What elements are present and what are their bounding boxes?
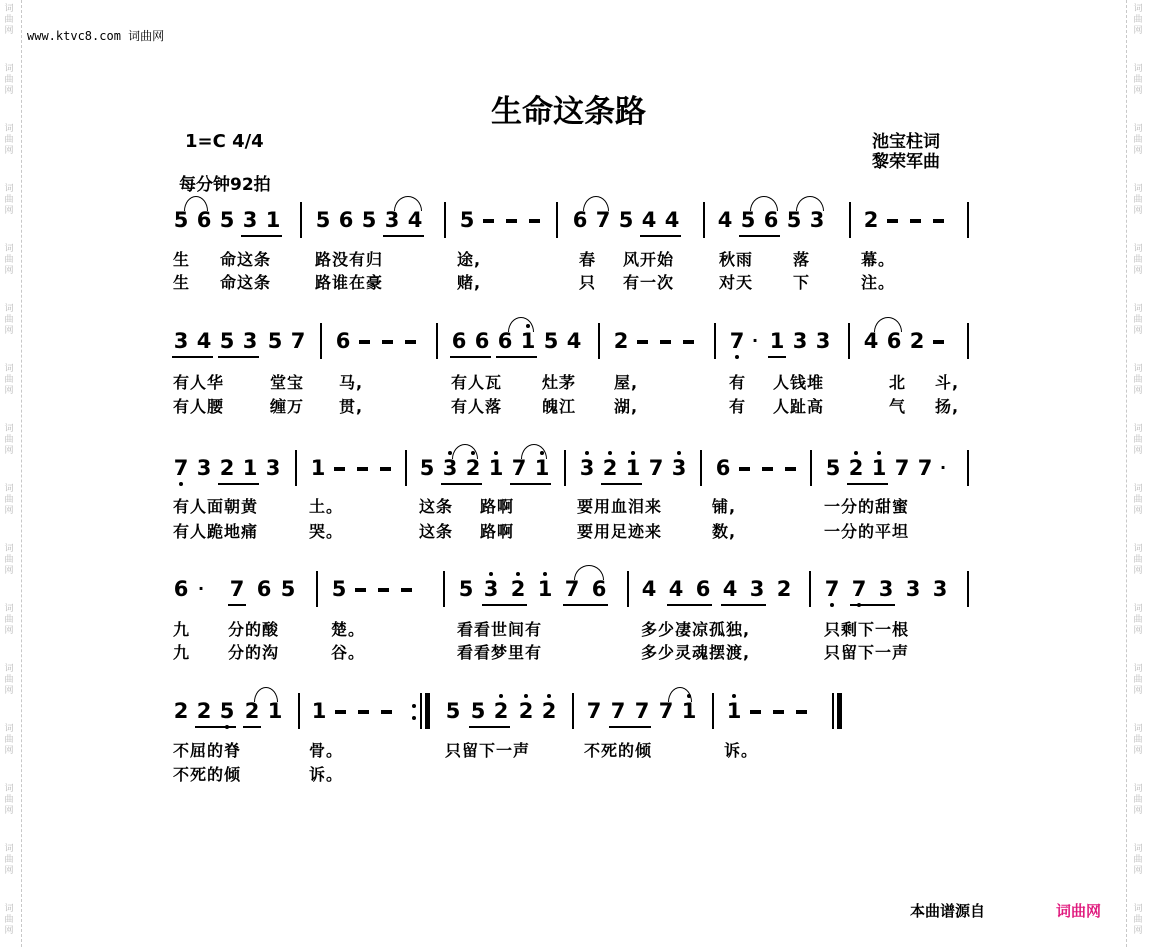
note: 5 xyxy=(618,208,634,232)
watermark-text: 词 曲 网 xyxy=(4,124,14,156)
barline xyxy=(405,450,407,486)
note: 5 xyxy=(740,208,756,232)
note: 1 xyxy=(267,699,283,723)
note: 1 xyxy=(519,329,537,353)
note: 6 xyxy=(256,577,272,601)
note: 2 xyxy=(909,329,925,353)
note: 7 xyxy=(595,208,611,232)
note: 3 xyxy=(196,456,212,480)
note: 4 xyxy=(717,208,733,232)
barline xyxy=(320,323,322,359)
note: 5 xyxy=(267,329,283,353)
note: 1 xyxy=(533,456,551,480)
note: 1 xyxy=(265,208,281,232)
eighth-beam xyxy=(768,356,786,358)
augmentation-dot: · xyxy=(751,331,759,350)
note: 5 xyxy=(445,699,461,723)
note: 6 xyxy=(497,329,513,353)
note: 3 xyxy=(242,329,258,353)
eighth-beam xyxy=(739,235,780,237)
eighth-beam xyxy=(601,483,642,485)
extension-dash xyxy=(773,710,784,714)
note: 6 xyxy=(474,329,490,353)
extension-dash xyxy=(796,710,807,714)
extension-dash xyxy=(785,467,796,471)
extension-dash xyxy=(910,219,921,223)
note: 4 xyxy=(863,329,879,353)
note: 1 xyxy=(536,577,554,601)
eighth-beam xyxy=(241,235,282,237)
note: 4 xyxy=(566,329,582,353)
eighth-beam xyxy=(482,604,527,606)
eighth-beam xyxy=(243,726,261,728)
extension-dash xyxy=(359,340,370,344)
extension-dash xyxy=(750,710,761,714)
note: 6 xyxy=(715,456,731,480)
note: 3 xyxy=(441,456,459,480)
note: 2 xyxy=(847,456,865,480)
eighth-beam xyxy=(847,483,888,485)
site-header xyxy=(27,27,164,44)
note: 6 xyxy=(886,329,902,353)
slur xyxy=(508,317,534,332)
barline xyxy=(298,693,300,729)
note: 5 xyxy=(458,577,474,601)
note: 3 xyxy=(578,456,596,480)
eighth-beam xyxy=(721,604,766,606)
watermark-text: 词 曲 网 xyxy=(4,784,14,816)
note: 5 xyxy=(543,329,559,353)
note: 2 xyxy=(196,699,212,723)
note: 3 xyxy=(749,577,765,601)
watermark-text: 词 曲 网 xyxy=(4,424,14,456)
extension-dash xyxy=(378,588,389,592)
extension-dash xyxy=(933,219,944,223)
composer: 黎荣军曲 xyxy=(872,152,940,172)
note: 7 xyxy=(290,329,306,353)
barline xyxy=(967,450,969,486)
barline xyxy=(848,323,850,359)
eighth-beam xyxy=(218,483,259,485)
site-name: 词曲网 xyxy=(128,29,165,43)
eighth-beam xyxy=(469,726,510,728)
watermark-text: 词 曲 网 xyxy=(4,544,14,576)
note: 6 xyxy=(695,577,711,601)
note: 6 xyxy=(451,329,467,353)
watermark-text: 词 曲 网 xyxy=(4,4,14,36)
watermark-text: 词 曲 网 xyxy=(4,364,14,396)
note: 5 xyxy=(470,699,486,723)
note: 7 xyxy=(229,577,245,601)
extension-dash xyxy=(381,710,392,714)
note: 2 xyxy=(863,208,879,232)
barline xyxy=(444,202,446,238)
extension-dash xyxy=(357,467,368,471)
note: 4 xyxy=(722,577,738,601)
note: 3 xyxy=(792,329,808,353)
note: 2 xyxy=(464,456,482,480)
note: 3 xyxy=(384,208,400,232)
slur xyxy=(521,444,547,459)
note: 3 xyxy=(173,329,189,353)
watermark-text: 词 曲 网 xyxy=(1133,244,1143,276)
lyricist: 池宝柱词 xyxy=(872,132,940,152)
note: 3 xyxy=(242,208,258,232)
note: 1 xyxy=(624,456,642,480)
note: 3 xyxy=(265,456,281,480)
slur xyxy=(750,196,778,211)
eighth-beam xyxy=(496,356,537,358)
eighth-beam xyxy=(218,356,259,358)
watermark-text: 词 曲 网 xyxy=(4,244,14,276)
note: 1 xyxy=(769,329,785,353)
extension-dash xyxy=(401,588,412,592)
slur xyxy=(254,687,278,702)
extension-dash xyxy=(380,467,391,471)
song-title: 生命这条路 xyxy=(491,94,646,130)
left-watermark-column xyxy=(0,0,20,947)
barline xyxy=(556,202,558,238)
eighth-beam xyxy=(609,726,651,728)
repeat-thick-bar xyxy=(425,693,430,729)
extension-dash xyxy=(358,710,369,714)
watermark-text: 词 曲 网 xyxy=(1133,724,1143,756)
barline xyxy=(967,571,969,607)
barline xyxy=(700,450,702,486)
note: 6 xyxy=(173,577,189,601)
barline xyxy=(703,202,705,238)
barline xyxy=(849,202,851,238)
note: 3 xyxy=(670,456,688,480)
augmentation-dot: · xyxy=(939,458,947,477)
eighth-beam xyxy=(441,483,482,485)
watermark-text: 词 曲 网 xyxy=(1133,304,1143,336)
barline xyxy=(436,323,438,359)
note: 4 xyxy=(196,329,212,353)
note: 2 xyxy=(244,699,260,723)
note: 2 xyxy=(601,456,619,480)
slur xyxy=(574,565,604,580)
watermark-text: 词 曲 网 xyxy=(4,664,14,696)
note: 5 xyxy=(331,577,347,601)
eighth-beam xyxy=(640,235,681,237)
note: 7 xyxy=(511,456,527,480)
extension-dash xyxy=(762,467,773,471)
tempo: 每分钟92拍 xyxy=(179,175,271,195)
barline xyxy=(564,450,566,486)
augmentation-dot: · xyxy=(197,579,205,598)
barline xyxy=(967,323,969,359)
note: 2 xyxy=(776,577,792,601)
left-guide-line xyxy=(21,0,22,947)
final-thin-bar xyxy=(832,693,834,729)
eighth-beam xyxy=(450,356,491,358)
note: 7 xyxy=(564,577,580,601)
slur xyxy=(874,317,902,332)
extension-dash xyxy=(506,219,517,223)
note: 2 xyxy=(173,699,189,723)
barline xyxy=(295,450,297,486)
final-thick-bar xyxy=(837,693,842,729)
extension-dash xyxy=(334,467,345,471)
note: 7 xyxy=(586,699,602,723)
note: 4 xyxy=(641,208,657,232)
note: 6 xyxy=(335,329,351,353)
note: 7 xyxy=(634,699,650,723)
note: 2 xyxy=(540,699,558,723)
note: 7 xyxy=(172,456,190,480)
extension-dash xyxy=(637,340,648,344)
watermark-text: 词 曲 网 xyxy=(1133,64,1143,96)
extension-dash xyxy=(739,467,750,471)
note: 7 xyxy=(917,456,933,480)
watermark-text: 词 曲 网 xyxy=(4,184,14,216)
note: 2 xyxy=(219,456,235,480)
note: 2 xyxy=(509,577,527,601)
note: 5 xyxy=(786,208,802,232)
barline xyxy=(712,693,714,729)
extension-dash xyxy=(887,219,898,223)
note: 5 xyxy=(218,699,236,723)
eighth-beam xyxy=(510,483,551,485)
extension-dash xyxy=(683,340,694,344)
extension-dash xyxy=(405,340,416,344)
eighth-beam xyxy=(563,604,608,606)
note: 7 xyxy=(648,456,664,480)
note: 6 xyxy=(338,208,354,232)
extension-dash xyxy=(660,340,671,344)
source-link[interactable]: 词曲网 xyxy=(1056,902,1102,920)
note: 6 xyxy=(196,208,212,232)
extension-dash xyxy=(933,340,944,344)
slur xyxy=(394,196,422,211)
note: 7 xyxy=(728,329,746,353)
note: 7 xyxy=(894,456,910,480)
eighth-beam xyxy=(383,235,424,237)
note: 5 xyxy=(459,208,475,232)
watermark-text: 词 曲 网 xyxy=(1133,544,1143,576)
watermark-text: 词 曲 网 xyxy=(1133,424,1143,456)
note: 3 xyxy=(878,577,894,601)
note: 5 xyxy=(419,456,435,480)
note: 2 xyxy=(613,329,629,353)
note: 4 xyxy=(407,208,423,232)
slur xyxy=(452,444,478,459)
watermark-text: 词 曲 网 xyxy=(4,64,14,96)
note: 1 xyxy=(311,699,327,723)
note: 1 xyxy=(680,699,698,723)
watermark-text: 词 曲 网 xyxy=(1133,484,1143,516)
barline xyxy=(598,323,600,359)
note: 5 xyxy=(219,329,235,353)
watermark-text: 词 曲 网 xyxy=(1133,184,1143,216)
note: 7 xyxy=(658,699,674,723)
watermark-text: 词 曲 网 xyxy=(1133,784,1143,816)
watermark-text: 词 曲 网 xyxy=(1133,4,1143,36)
note: 6 xyxy=(763,208,779,232)
note: 4 xyxy=(641,577,657,601)
watermark-text: 词 曲 网 xyxy=(4,844,14,876)
watermark-text: 词 曲 网 xyxy=(1133,364,1143,396)
eighth-beam xyxy=(195,726,236,728)
watermark-text: 词 曲 网 xyxy=(1133,124,1143,156)
key-time-signature: 1=C 4/4 xyxy=(185,131,264,152)
watermark-text: 词 曲 网 xyxy=(1133,844,1143,876)
watermark-text: 词 曲 网 xyxy=(4,484,14,516)
slur xyxy=(583,196,609,211)
extension-dash xyxy=(355,588,366,592)
watermark-text: 词 曲 网 xyxy=(4,604,14,636)
watermark-text: 词 曲 网 xyxy=(4,904,14,936)
note: 7 xyxy=(823,577,841,601)
barline xyxy=(627,571,629,607)
slur xyxy=(668,687,692,702)
repeat-dot xyxy=(412,716,416,720)
barline xyxy=(810,450,812,486)
site-url: www.ktvc8.com xyxy=(27,29,121,43)
note: 3 xyxy=(932,577,948,601)
note: 4 xyxy=(668,577,684,601)
note: 5 xyxy=(315,208,331,232)
extension-dash xyxy=(335,710,346,714)
source-label: 本曲谱源自 xyxy=(910,902,986,920)
eighth-beam xyxy=(228,604,246,606)
barline xyxy=(809,571,811,607)
watermark-text: 词 曲 网 xyxy=(4,724,14,756)
note: 6 xyxy=(591,577,607,601)
note: 5 xyxy=(361,208,377,232)
note: 5 xyxy=(825,456,841,480)
note: 6 xyxy=(572,208,588,232)
note: 3 xyxy=(905,577,921,601)
eighth-beam xyxy=(667,604,712,606)
slur xyxy=(796,196,824,211)
barline xyxy=(316,571,318,607)
repeat-thin-bar xyxy=(420,693,422,729)
extension-dash xyxy=(483,219,494,223)
eighth-beam xyxy=(172,356,213,358)
barline xyxy=(572,693,574,729)
watermark-text: 词 曲 网 xyxy=(1133,604,1143,636)
note: 5 xyxy=(280,577,296,601)
note: 3 xyxy=(815,329,831,353)
note: 3 xyxy=(482,577,500,601)
watermark-text: 词 曲 网 xyxy=(1133,904,1143,936)
note: 7 xyxy=(610,699,626,723)
extension-dash xyxy=(529,219,540,223)
barline xyxy=(967,202,969,238)
barline xyxy=(714,323,716,359)
watermark-text: 词 曲 网 xyxy=(4,304,14,336)
note: 4 xyxy=(664,208,680,232)
right-watermark-column xyxy=(1129,0,1149,947)
note: 1 xyxy=(487,456,505,480)
barline xyxy=(300,202,302,238)
barline xyxy=(443,571,445,607)
note: 1 xyxy=(870,456,888,480)
note: 7 xyxy=(850,577,868,601)
note: 5 xyxy=(173,208,189,232)
right-guide-line xyxy=(1126,0,1127,947)
eighth-beam xyxy=(850,604,895,606)
note: 1 xyxy=(242,456,258,480)
note: 1 xyxy=(725,699,743,723)
note: 2 xyxy=(492,699,510,723)
note: 1 xyxy=(310,456,326,480)
repeat-dot xyxy=(412,704,416,708)
note: 2 xyxy=(517,699,535,723)
watermark-text: 词 曲 网 xyxy=(1133,664,1143,696)
note: 3 xyxy=(809,208,825,232)
note: 5 xyxy=(219,208,235,232)
extension-dash xyxy=(382,340,393,344)
